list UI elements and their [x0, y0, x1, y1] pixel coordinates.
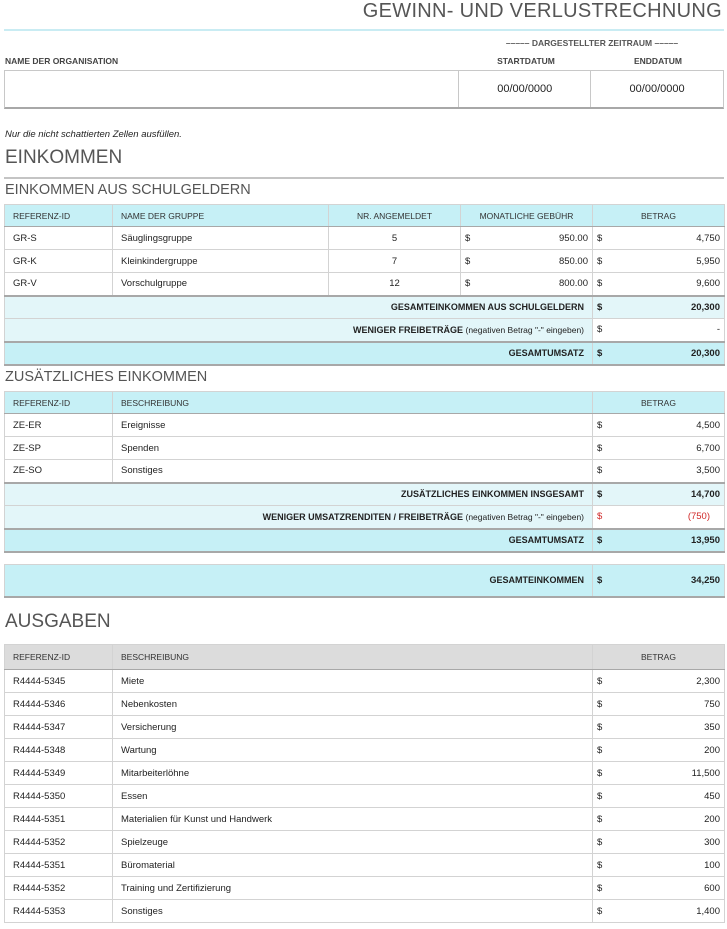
amount-value: 100 — [704, 859, 720, 871]
ref-cell[interactable]: R4444-5349 — [5, 762, 113, 785]
amount-cell[interactable] — [593, 831, 725, 854]
expenses-heading: AUSGABEN — [5, 611, 111, 632]
tuition-deduct-value: - — [716, 324, 720, 336]
org-label: NAME DER ORGANISATION — [5, 56, 119, 66]
description-cell[interactable]: Spenden — [113, 437, 593, 460]
tuition-net-label: GESAMTUMSATZ — [5, 342, 593, 365]
grand-total-row — [5, 565, 725, 597]
additional-income-heading: ZUSÄTZLICHES EINKOMMEN — [5, 369, 208, 385]
amount-cell[interactable] — [593, 808, 725, 831]
fee-value: 800.00 — [558, 278, 588, 290]
currency-symbol: $ — [465, 255, 471, 267]
currency-symbol: $ — [597, 442, 603, 454]
group-cell[interactable]: Kleinkindergruppe — [113, 250, 329, 273]
amount-value: 5,950 — [696, 255, 720, 267]
ref-cell[interactable]: ZE-SP — [5, 437, 113, 460]
table-row — [5, 437, 725, 460]
description-cell[interactable]: Mitarbeiterlöhne — [113, 762, 593, 785]
col-ref: REFERENZ-ID — [5, 392, 113, 414]
col-enrolled: NR. ANGEMELDET — [329, 205, 461, 227]
col-description: BESCHREIBUNG — [113, 645, 593, 670]
description-cell[interactable]: Miete — [113, 670, 593, 693]
additional-deduct-input[interactable] — [593, 506, 725, 529]
deduct-hint-text: (negativen Betrag "-" eingeben) — [465, 324, 584, 335]
currency-symbol: $ — [597, 419, 603, 431]
fee-value: 950.00 — [558, 232, 588, 244]
amount-cell[interactable] — [593, 460, 725, 483]
col-fee: MONATLICHE GEBÜHR — [461, 205, 593, 227]
tuition-heading: EINKOMMEN AUS SCHULGELDERN — [5, 182, 251, 198]
amount-value: 600 — [704, 882, 720, 894]
description-cell[interactable]: Materialien für Kunst und Handwerk — [113, 808, 593, 831]
description-cell[interactable]: Ereignisse — [113, 414, 593, 437]
ref-cell[interactable]: R4444-5352 — [5, 831, 113, 854]
col-amount: BETRAG — [593, 392, 725, 414]
amount-value: 450 — [704, 790, 720, 802]
amount-cell — [593, 227, 725, 250]
tuition-total-value: 20,300 — [690, 301, 720, 313]
table-row — [5, 854, 725, 877]
currency-symbol: $ — [597, 324, 603, 336]
amount-value: 11,500 — [691, 767, 720, 779]
amount-cell[interactable] — [593, 854, 725, 877]
amount-value: 1,400 — [696, 905, 720, 917]
organization-info-box — [4, 70, 724, 109]
ref-cell[interactable]: GR-V — [5, 273, 113, 296]
additional-net-cell — [593, 529, 725, 552]
group-cell[interactable]: Säuglingsgruppe — [113, 227, 329, 250]
fee-value: 850.00 — [558, 255, 588, 267]
net-revenue-row — [5, 342, 725, 365]
amount-value: 4,750 — [696, 232, 720, 244]
additional-income-table — [4, 391, 725, 553]
currency-symbol: $ — [597, 347, 603, 359]
page-title: GEWINN- UND VERLUSTRECHNUNG — [362, 0, 722, 22]
amount-cell[interactable] — [593, 437, 725, 460]
ref-cell[interactable]: R4444-5347 — [5, 716, 113, 739]
table-row — [5, 877, 725, 900]
currency-symbol: $ — [597, 905, 603, 917]
table-row — [5, 739, 725, 762]
enrolled-cell[interactable]: 7 — [329, 250, 461, 273]
start-date-input[interactable]: 00/00/0000 — [459, 71, 591, 107]
amount-cell[interactable] — [593, 900, 725, 923]
additional-deduct-label — [5, 506, 593, 529]
net-revenue-row — [5, 529, 725, 552]
additional-total-value: 14,700 — [690, 488, 720, 500]
description-cell[interactable]: Nebenkosten — [113, 693, 593, 716]
deduction-row — [5, 506, 725, 529]
period-label: ––––– DARGESTELLTER ZEITRAUM ––––– — [505, 38, 679, 48]
table-row — [5, 414, 725, 437]
currency-symbol: $ — [597, 790, 603, 802]
col-amount: BETRAG — [593, 205, 725, 227]
income-divider — [4, 177, 724, 179]
deduct-label-text: WENIGER FREIBETRÄGE — [352, 324, 463, 335]
description-cell[interactable]: Wartung — [113, 739, 593, 762]
grand-total-cell — [593, 565, 725, 597]
table-row — [5, 273, 725, 296]
description-cell[interactable]: Büromaterial — [113, 854, 593, 877]
expenses-table — [4, 644, 725, 923]
ref-cell[interactable]: R4444-5351 — [5, 854, 113, 877]
table-row — [5, 250, 725, 273]
enrolled-cell[interactable]: 5 — [329, 227, 461, 250]
amount-value: 6,700 — [696, 442, 720, 454]
additional-deduct-value: (750) — [687, 511, 710, 523]
col-ref: REFERENZ-ID — [5, 205, 113, 227]
grand-total-value: 34,250 — [690, 574, 720, 586]
table-row — [5, 716, 725, 739]
grand-total-table — [4, 564, 725, 598]
amount-value: 9,600 — [696, 278, 720, 290]
currency-symbol: $ — [597, 488, 603, 500]
description-cell[interactable]: Essen — [113, 785, 593, 808]
income-heading: EINKOMMEN — [5, 147, 123, 168]
amount-value: 3,500 — [696, 465, 720, 477]
description-cell[interactable]: Versicherung — [113, 716, 593, 739]
tuition-deduct-label — [5, 319, 593, 342]
col-description: BESCHREIBUNG — [113, 392, 593, 414]
additional-total-cell — [593, 483, 725, 506]
description-cell[interactable]: Spielzeuge — [113, 831, 593, 854]
ref-cell[interactable]: GR-K — [5, 250, 113, 273]
amount-value: 200 — [704, 813, 720, 825]
end-date-input[interactable]: 00/00/0000 — [629, 83, 685, 95]
table-row — [5, 227, 725, 250]
tuition-deduct-input[interactable] — [593, 319, 725, 342]
amount-value: 350 — [704, 721, 720, 733]
tuition-net-cell — [593, 342, 725, 365]
currency-symbol: $ — [597, 859, 603, 871]
instruction-note: Nur die nicht schattierten Zellen ausfüllen. — [5, 129, 182, 140]
currency-symbol: $ — [597, 882, 603, 894]
currency-symbol: $ — [597, 698, 603, 710]
currency-symbol: $ — [597, 301, 603, 313]
org-name-input[interactable] — [5, 71, 459, 107]
currency-symbol: $ — [597, 813, 603, 825]
amount-cell[interactable] — [593, 739, 725, 762]
amount-cell — [593, 250, 725, 273]
table-header — [5, 205, 725, 227]
additional-total-label: ZUSÄTZLICHES EINKOMMEN INSGESAMT — [5, 483, 593, 506]
fee-cell[interactable] — [461, 250, 593, 273]
deduct-hint-text: (negativen Betrag "-" eingeben) — [465, 511, 584, 522]
currency-symbol: $ — [597, 574, 603, 586]
amount-cell[interactable] — [593, 414, 725, 437]
tuition-total-label: GESAMTEINKOMMEN AUS SCHULGELDERN — [5, 296, 593, 319]
ref-cell[interactable]: R4444-5345 — [5, 670, 113, 693]
currency-symbol: $ — [597, 675, 603, 687]
ref-cell[interactable]: ZE-ER — [5, 414, 113, 437]
tuition-net-value: 20,300 — [690, 347, 720, 359]
table-row — [5, 785, 725, 808]
start-date-label: STARTDATUM — [497, 56, 555, 66]
table-row — [5, 693, 725, 716]
currency-symbol: $ — [597, 278, 603, 290]
additional-net-label: GESAMTUMSATZ — [5, 529, 593, 552]
amount-cell[interactable] — [593, 670, 725, 693]
subtotal-row — [5, 296, 725, 319]
table-row — [5, 831, 725, 854]
currency-symbol: $ — [597, 232, 603, 244]
group-cell[interactable]: Vorschulgruppe — [113, 273, 329, 296]
description-cell[interactable]: Sonstiges — [113, 460, 593, 483]
description-cell[interactable]: Sonstiges — [113, 900, 593, 923]
tuition-total-cell — [593, 296, 725, 319]
ref-cell[interactable]: R4444-5348 — [5, 739, 113, 762]
fee-cell[interactable] — [461, 273, 593, 296]
table-row — [5, 762, 725, 785]
currency-symbol: $ — [597, 465, 603, 477]
fee-cell[interactable] — [461, 227, 593, 250]
currency-symbol: $ — [597, 744, 603, 756]
deduction-row — [5, 319, 725, 342]
currency-symbol: $ — [597, 534, 603, 546]
grand-total-label: GESAMTEINKOMMEN — [5, 565, 593, 597]
ref-cell[interactable]: R4444-5351 — [5, 808, 113, 831]
amount-cell[interactable] — [593, 762, 725, 785]
currency-symbol: $ — [597, 511, 603, 523]
table-row — [5, 670, 725, 693]
enrolled-cell[interactable]: 12 — [329, 273, 461, 296]
currency-symbol: $ — [597, 767, 603, 779]
table-header — [5, 392, 725, 414]
table-row — [5, 900, 725, 923]
amount-value: 2,300 — [696, 675, 720, 687]
table-row — [5, 808, 725, 831]
amount-value: 4,500 — [696, 419, 720, 431]
currency-symbol: $ — [597, 836, 603, 848]
amount-cell[interactable] — [593, 716, 725, 739]
currency-symbol: $ — [465, 278, 471, 290]
ref-cell[interactable]: R4444-5346 — [5, 693, 113, 716]
amount-cell — [593, 273, 725, 296]
amount-value: 750 — [704, 698, 720, 710]
description-cell[interactable]: Training und Zertifizierung — [113, 877, 593, 900]
amount-cell[interactable] — [593, 693, 725, 716]
amount-value: 300 — [704, 836, 720, 848]
subtotal-row — [5, 483, 725, 506]
col-ref: REFERENZ-ID — [5, 645, 113, 670]
ref-cell[interactable]: ZE-SO — [5, 460, 113, 483]
amount-cell[interactable] — [593, 785, 725, 808]
currency-symbol: $ — [597, 721, 603, 733]
table-row — [5, 460, 725, 483]
ref-cell[interactable]: GR-S — [5, 227, 113, 250]
ref-cell[interactable]: R4444-5353 — [5, 900, 113, 923]
col-group: NAME DER GRUPPE — [113, 205, 329, 227]
amount-value: 200 — [704, 744, 720, 756]
currency-symbol: $ — [465, 232, 471, 244]
ref-cell[interactable]: R4444-5350 — [5, 785, 113, 808]
currency-symbol: $ — [597, 255, 603, 267]
end-date-label: ENDDATUM — [633, 56, 682, 66]
ref-cell[interactable]: R4444-5352 — [5, 877, 113, 900]
amount-cell[interactable] — [593, 877, 725, 900]
deduct-label-text: WENIGER UMSATZRENDITEN / FREIBETRÄGE — [262, 511, 463, 522]
title-divider — [4, 29, 724, 31]
tuition-income-table — [4, 204, 725, 366]
col-amount: BETRAG — [593, 645, 725, 670]
additional-net-value: 13,950 — [690, 534, 720, 546]
table-header — [5, 645, 725, 670]
